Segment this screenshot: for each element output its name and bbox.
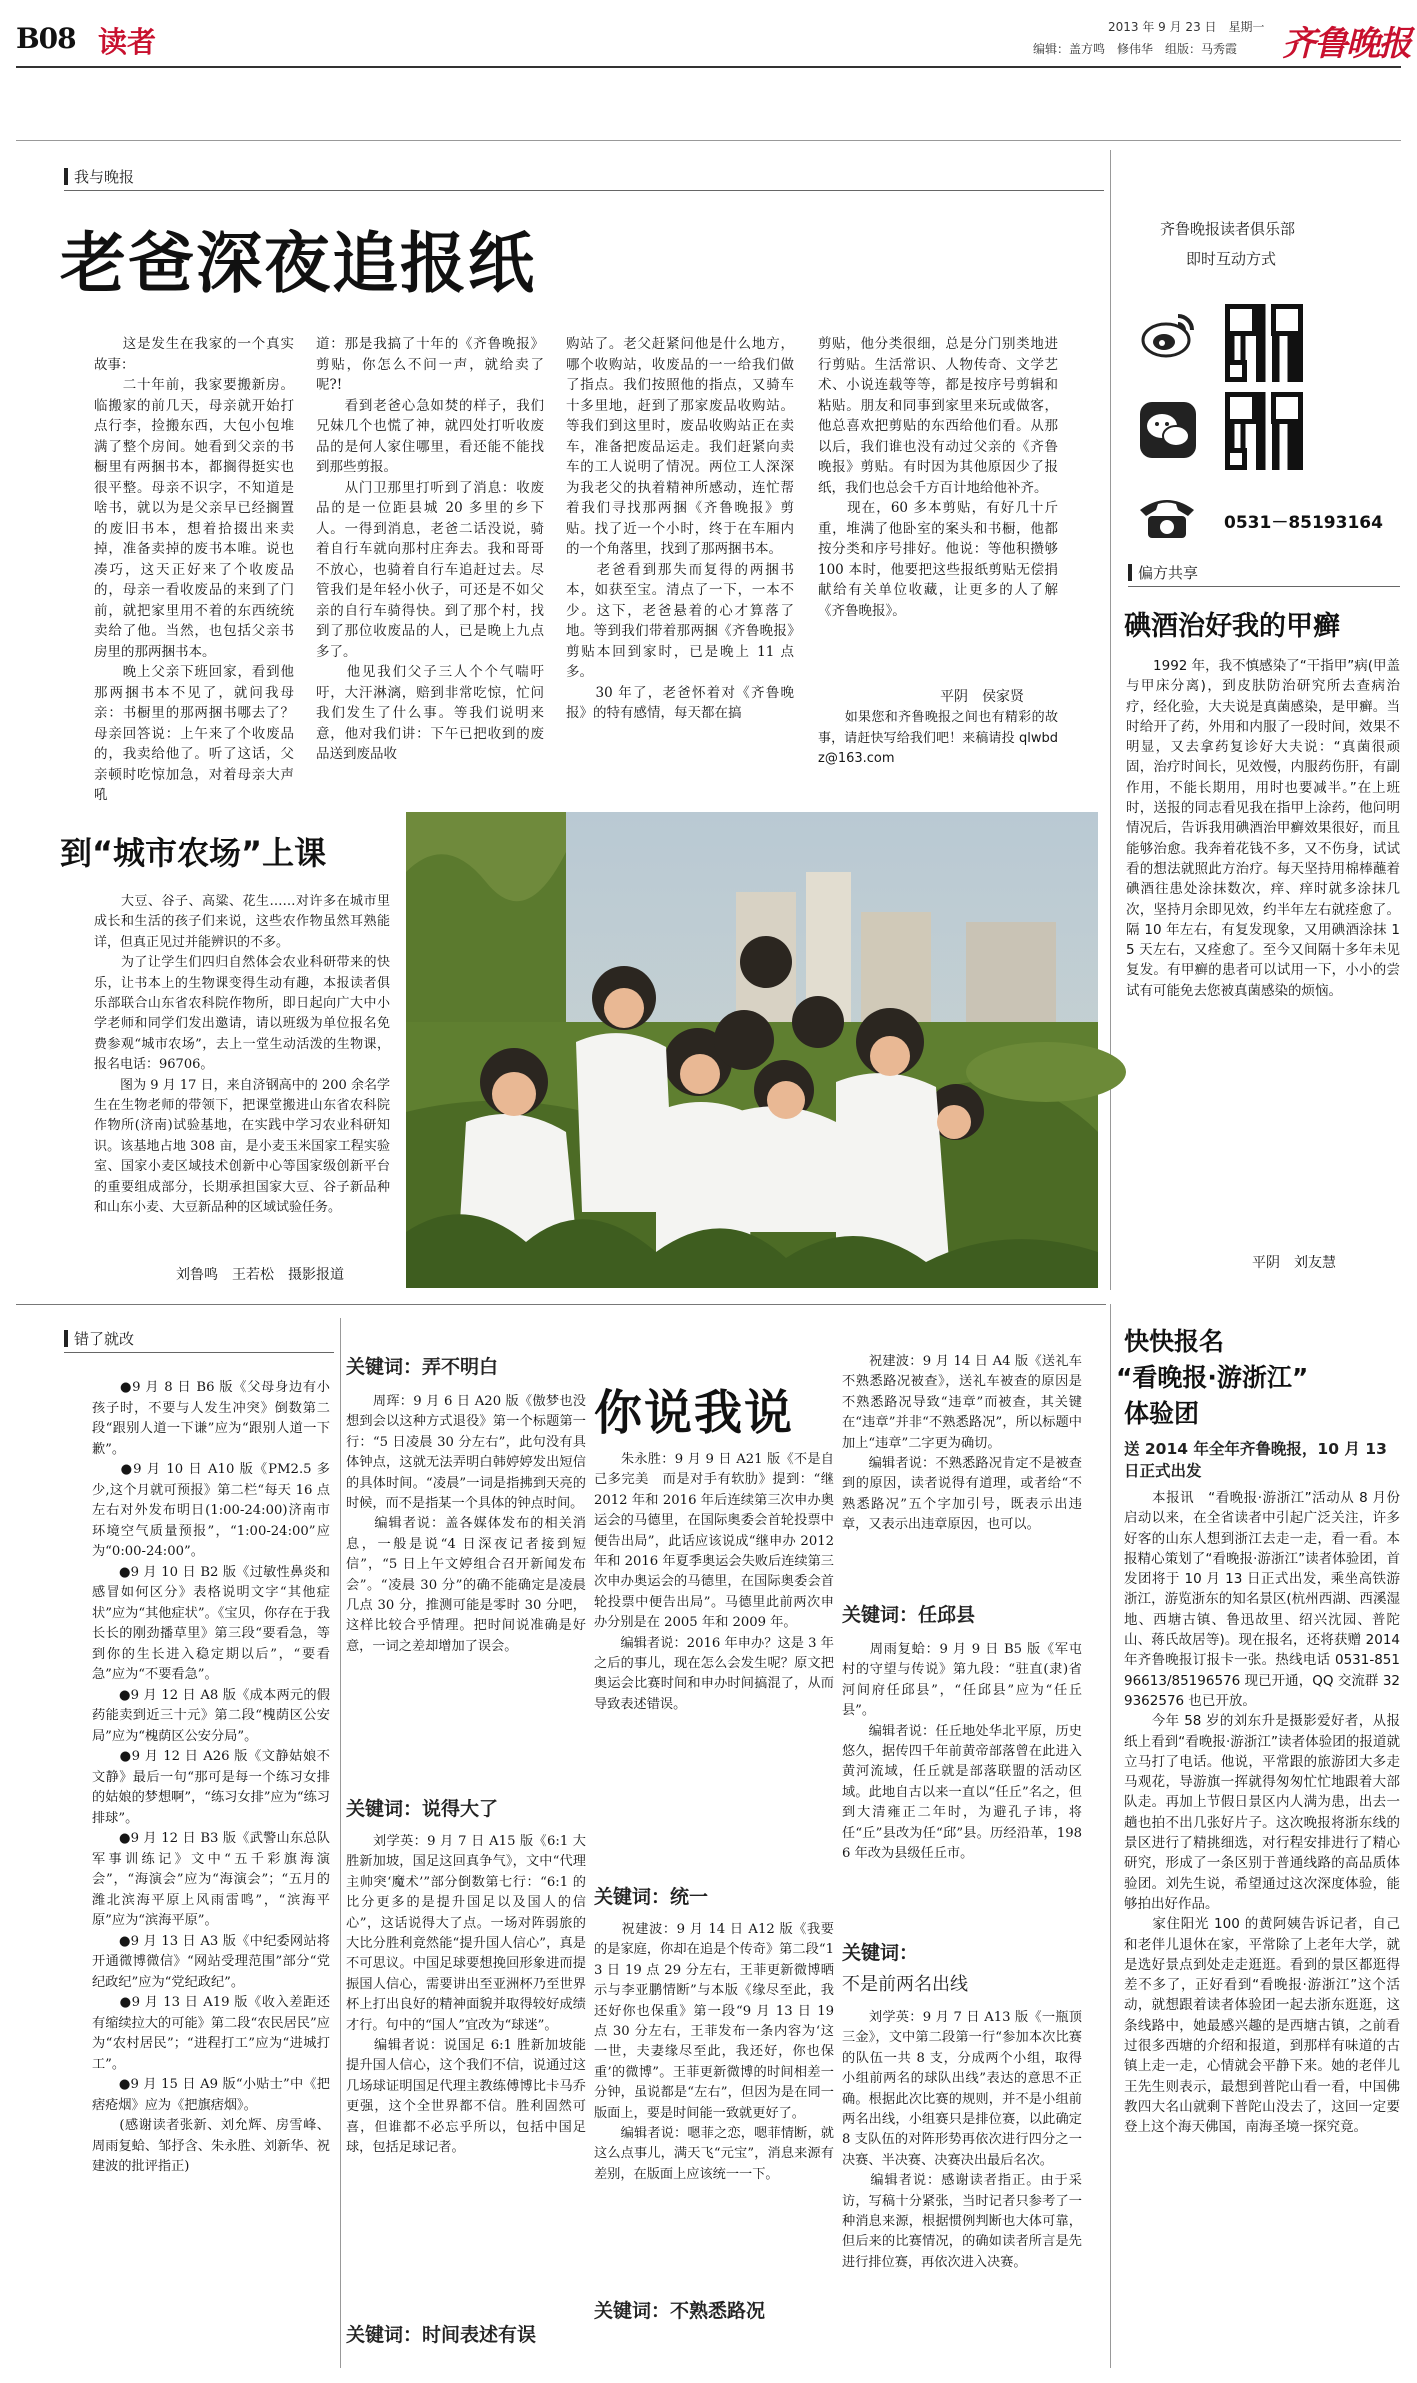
page-number: B08 [16,22,76,55]
remedy-byline: 平阴 刘友慧 [1252,1255,1336,1271]
remedy-body: 1992 年，我不慎感染了“干指甲”病(甲盖与甲床分离)，到皮肤防治研究所去查病治疗，经化验，大夫说是真菌感染，是甲癣。当时给开了药，外用和内服了一段时间，效果不明显，又去拿药复诊好大夫说：“真菌很顽固，治疗时间长，见效慢，内服药伤肝，有副作用，不能长期用，用时也要减半。”在上班时，送报的同志看见我在指甲上涂药，他问明情况后，告诉我用碘酒治甲癣效果很好，而且能够治愈。我奔着花钱不多，又不伤身，试试看的想法就照此方治疗。每天坚持用棉棒蘸着碘酒往患处涂抹数次，痒、痒时就多涂抹几次，坚持月余即见效，约半年左右就痊愈了。隔 10 年左右，有复发现象，又用碘酒涂抹 15 天左右，又痊愈了。至今又间隔十多年未见复发。有甲癣的患者可以试用一下，小小的尝试有可能免去您被真菌感染的烦恼。 [1126,658,1400,999]
section-tab-my-paper: 我与晚报 [64,166,134,187]
farm-photo [406,812,1098,1288]
errata-body: ●9 月 8 日 B6 版《父母身边有小孩子时，不要与人发生冲突》倒数第二段“跟别人道一下谦”应为“跟别人道一下歉”。 ●9 月 10 日 A10 版《PM2.5 多少,这个月就可预报》第二栏“每天 16 点左右对外发布明日(1:00-24:00)济南市环境空气质量预报”，“1:00-24:00”应为“0:00-24:00”。 ●9 月 10 日 B2 版《过敏性鼻炎和感冒如何区分》表格说明文字“其他症状”应为“其他症状”。《宝贝，你存在于我长长的刚劲播草里》第三段“要看急，等到你的生长进入稳定期以后”，“要看急”应为“不要看急”。 ●9 月 12 日 A8 版《成本两元的假药能卖到近三十元》第二段“槐荫区公安局”应为“槐荫区公安分局”。 ●9 月 12 日 A26 版《文静姑娘不文静》最后一句“那可是每一个练习女排的姑娘的梦想啊”，“练习女排”应为“练习排球”。 ●9 月 12 日 B3 版《武警山东总队军事训练记》文中“五千彩旗海演会”，“海演会”应为“海演会”；“五月的潍北滨海平原上风雨雷鸣”，“滨海平原”应为“滨海平原”。 ●9 月 13 日 A3 版《中纪委网站将开通微博微信》“网站受理范围”部分“党纪政纪”应为“党纪政纪”。 ●9 月 13 日 A19 版《收入差距还有缩续拉大的可能》第二段“农民居民”应为“农村居民”；“进程打工”应为“进城打工”。 ●9 月 15 日 A9 版“小贴士”中《把痞疮烟》应为《把旗痞烟》。 (感谢读者张新、刘允辉、房雪峰、周雨复蛤、邹抒含、朱永胜、刘新华、祝建波的批评指正) [92,1380,330,2174]
tellsay-letter-5: 祝建波：9 月 14 日 A4 版《送礼车不熟悉路况被查》，送礼车被查的原因是不熟悉路况导致“违章”而被查，其关键在“违章”并非“不熟悉路况”，所以标题中加上“违章”二字更为确切。 编辑者说：不熟悉路况肯定不是被查到的原因，读者说得有道理，或者给“不熟悉路况”五个字加引号，既表示出违章，又表示出违章原因，也可以。 [842,1354,1082,1533]
keyword-heading-3: 关键词：时间表述有误 [346,2324,537,2346]
keyword-heading-1: 关键词：弄不明白 [346,1356,499,1378]
section-tab-errata: 错了就改 [64,1328,134,1349]
mid-rule [16,1304,1106,1305]
keyword-heading-7: 关键词： [842,1942,919,1964]
section-tab-remedy: 偏方共享 [1128,562,1198,583]
weibo-icon[interactable] [1138,304,1198,364]
header-rule-2 [16,140,1401,141]
tab-rule [64,190,1104,191]
remedy-headline: 碘酒治好我的甲癣 [1124,611,1340,642]
tour-body: 本报讯 “看晚报·游浙江”活动从 8 月份启动以来，在全省读者中引起广泛关注，许多好客的山东人想到浙江去走一走，看一看。本报精心策划了“看晚报·游浙江”读者体验团，首发团将于 10 月 13 日正式出发，乘坐高铁游浙江，游览浙东的知名景区(杭州西湖、西溪湿地、西塘古镇、鲁迅故里、绍兴沈园、普陀山、蒋氏故居等)。现在报名，还将获赠 2014 年齐鲁晚报订报卡一张。热线电话 0531-85196613/85196576 现已开通，QQ 交流群 329362576 也已开放。 今年 58 岁的刘东升是摄影爱好者，从报纸上看到“看晚报·游浙江”读者体验团的报道就立马打了电话。他说，平常跟的旅游团大多走马观花，导游旗一挥就得匆匆忙忙地跟着大部队走。再加上节假日景区内人满为患，出去一趟也拍不出几张好片子。这次晚报将浙东线的景区进行了精挑细选，对行程安排进行了精心研究，形成了一条区别于普通线路的高品质体验团。刘先生说，希望通过这次深度体验，能够拍出好作品。 家住阳光 100 的黄阿姨告诉记者，自己和老伴儿退休在家，平常除了上老年大学，就是选好景点到处走走逛逛。看到的景区都逛得差不多了，正好看到“看晚报·游浙江”这个活动，就想跟着读者体验团一起去浙东逛逛，这条线路中，她最感兴趣的是西塘古镇，之前看过很多西塘的介绍和报道，到那样有味道的古镇上走一走，心情就会平静下来。她的老伴儿王先生则表示，最想到普陀山看一看，中国佛教四大名山就剩下普陀山没去了，这回一定要登上这个海天佛国，南海圣境一探究竟。 [1124,1490,1400,2136]
tellsay-letter-4: 祝建波：9 月 14 日 A12 版《我要的是家庭，你却在追是个传奇》第二段“13 日 19 点 29 分左右，王菲更新微博晒示与李亚鹏情断”与本版《缘尽至此，我还好你也保重》第一段“9 月 13 日 19 点 30 分左右，王菲发布一条内容为‘这一世，夫妻缘尽至此，我还好，你也保重’的微博”。王菲更新微博的时间相差一分钟，虽说都是“左右”，但因为是在同一版面上，要是时间能一致就更好了。 编辑者说：嗯菲之恋，嗯菲情断，就这么点事儿，满天飞“元宝”，消息来源有差别，在版面上应该统一一下。 [594,1922,834,2182]
issue-date: 2013 年 9 月 23 日 星期一 [1108,20,1265,34]
weibo-qr-code[interactable] [1225,304,1303,382]
main-article-byline: 平阴 侯家贤 [940,689,1024,705]
tellsay-letter-5-start [594,2334,834,2376]
section-name: 读者 [98,25,157,59]
tellsay-letter-7: 刘学英：9 月 7 日 A13 版《一瓶顶三金》，文中第二段第一行“参加本次比赛的队伍一共 8 支，分成两个小组，取得小组前两名的球队出线”表达的意思不正确。根据此次比赛的规则，并不是小组前两名出线，小组赛只是排位赛，以此确定 8 支队伍的对阵形势再依次进行四分之一决赛、半决赛、决赛决出最后名次。 编辑者说：感谢读者指正。由于采访，写稿十分紧张，当时记者只参考了一种消息来源，根据惯例判断也大体可靠，但后来的比赛情况，的确如读者所言是先进行排位赛，再依次进入决赛。 [842,2010,1082,2270]
club-subtitle: 即时互动方式 [1186,250,1277,268]
errata-tab-rule [64,1352,334,1353]
tellsay-letter-2: 刘学英：9 月 7 日 A15 版《6:1 大胜新加坡，国足这回真争气》，文中“代理主帅突‘魔术’”部分倒数第七行：“6:1 的比分更多的是提升国足以及国人的信心”，这话说得大了点。一场对阵弱旅的大比分胜利竟然能“提升国人信心”，真是不可思议。中国足球要想挽回形象进而提振国人信心，需要讲出至亚洲杯乃至世界杯上打出良好的精神面貌并取得较好成绩才行。句中的“国人”宜改为“球迷”。 编辑者说：说国足 6:1 胜新加坡能提升国人信心，这个我们不信，说通过这几场球证明国足代理主教练傅博比卡马乔更强，这个全世界都不信。胜利固然可喜，但谁都不必忘乎所以，包括中国足球，包括足球记者。 [346,1834,586,2156]
keyword-heading-2: 关键词：说得大了 [346,1798,499,1820]
main-headline: 老爸深夜追报纸 [60,225,536,302]
keyword-heading-5: 关键词：不熟悉路况 [594,2300,766,2322]
club-phone[interactable]: 0531－85193164 [1224,513,1383,533]
telephone-icon [1136,494,1198,540]
tour-headline-2: “看晚报·游浙江” [1116,1363,1309,1392]
keyword-heading-4: 关键词：统一 [594,1886,709,1908]
header-rule [16,66,1401,68]
tour-headline-1: 快快报名 [1124,1327,1225,1356]
tour-divider [1110,1304,1111,2368]
club-title: 齐鲁晚报读者俱乐部 [1160,220,1296,238]
tellsay-letter-6: 周雨复蛤：9 月 9 日 B5 版《军屯村的守望与传说》第九段：“驻直(隶)省河间府任邱县”，“任邱县”应为“任丘县”。 编辑者说：任丘地处华北平原，历史悠久，据传四千年前黄帝部落曾在此进入黄河流域，任丘就是部落联盟的活动区域。此地自古以来一直以“任丘”名之，但到大清雍正二年时，为避孔子讳，将任“丘”县改为任“邱”县。历经沿革，1986 年改为县级任丘市。 [842,1642,1082,1862]
keyword-heading-6: 关键词：任邱县 [842,1604,976,1626]
wechat-qr-code[interactable] [1225,392,1303,470]
editor-credits: 编辑：盖方鸣 修伟华 组版：马秀霞 [1033,42,1238,56]
tellsay-letter-1: 周珲：9 月 6 日 A20 版《傲梦也没想到会以这种方式退役》第一个标题第一行：“5 日凌晨 30 分左右”，此句没有具体钟点，这就无法弄明白韩婷婷发出短信的具体时间。“凌晨”一词是指拂到天亮的时候，而不是指某一个具体的钟点时间。 编辑者说：盖各媒体发布的相关消息，一般是说“4 日深夜记者接到短信”，“5 日上午文婷组合召开新闻发布会”。“凌晨 30 分”的确不能确定是凌晨几点 30 分，推测可能是零时 30 分吧，这样比较合乎情理。把时间说准确是好意，一词之差却增加了误会。 [346,1394,586,1654]
farm-body: 大豆、谷子、高粱、花生……对许多在城市里成长和生活的孩子们来说，这些农作物虽然耳熟能详，但真正见过并能辨识的不多。 为了让学生们四归自然体会农业科研带来的快乐，让书本上的生物课变得生动有趣，本报读者俱乐部联合山东省农科院作物所，即日起向广大中小学老师和同学们发出邀请，请以班级为单位报名免费参观“城市农场”，去上一堂生动活泼的生物课，报名电话：96706。 图为 9 月 17 日，来自济钢高中的 200 余名学生在生物老师的带领下，把课堂搬进山东省农科院作物所(济南)试验基地，在实践中学习农业科研知识。该基地占地 308 亩，是小麦玉米国家工程实验室、国家小麦区域技术创新中心等国家级创新平台的重要组成部分，长期承担国家大豆、谷子新品种和山东小麦、大豆新品种的区域试验任务。 [94,894,390,1216]
column-divider [1110,150,1111,1290]
tellsay-headline: 你说我说 [594,1385,795,1441]
main-article-col-1: 这是发生在我家的一个真实故事： 二十年前，我家要搬新房。临搬家的前几天，母亲就开始打点行李，捡搬东西，大包小包堆满了整个房间。她看到父亲的书橱里有两捆书本，都搁得挺实也很平整。母亲不识字，不知道是啥书，就以为是父亲早已经搁置的废旧书本，想着拾掇出来卖掉，准备卖掉的废书本唯。说也凑巧，这天正好来了个收废品的，母亲一看收废品的来到了门前，就把家里用不着的东西统统卖给了他。当然，也包括父亲书房里的那两捆书本。 晚上父亲下班回家，看到他那两捆书本不见了，就问我母亲：书橱里的那两捆书哪去了？母亲回答说：上午来了个收废品的，我卖给他了。听了这话，父亲顿时吃惊加急，对着母亲大声吼 [94,336,294,803]
keyword-subheading-7: 不是前两名出线 [842,1974,968,1995]
page-header [0,0,1417,66]
tour-subtitle: 送 2014 年全年齐鲁晚报，10 月 13 日正式出发 [1124,1440,1387,1480]
main-article-col-3: 购站了。老父赶紧问他是什么地方，哪个收购站，收废品的一一给我们做了指点。我们按照他的指点，又骑车十多里地，赶到了那家废品收购站。等我们到这里时，废品收购站正在卖车，准备把废品运走。我们赶紧向卖车的工人说明了情况。两位工人深深为我老父的执着精神所感动，连忙帮着我们寻找那两捆《齐鲁晚报》剪贴。找了近一个小时，终于在车厢内的一个角落里，找到了那两捆书本。 老爸看到那失而复得的两捆书本，如获至宝。清点了一下，一本不少。这下，老爸悬着的心才算落了地。等到我们带着那两捆《齐鲁晚报》剪贴本回到家时，已是晚上 11 点多。 30 年了，老爸怀着对《齐鲁晚报》的特有感情，每天都在搞 [566,336,794,721]
main-article-col-2: 道：那是我搞了十年的《齐鲁晚报》剪贴，你怎么不问一声，就给卖了呢?! 看到老爸心急如焚的样子，我们兄妹几个也慌了神，就四处打听收废品的是何人家住哪里，看还能不能找到那些剪报。 从门卫那里打听到了消息：收废品的是一位距县城 20 多里的乡下人。一得到消息，老爸二话没说，骑着自行车就向那村庄奔去。我和哥哥不放心，也骑着自行车追赶过去。尽管我们是年轻小伙子，可还是不如父亲的自行车骑得快。到了那个村，找到了那位收废品的人，已是晚上九点多了。 他见我们父子三人个个气喘吁吁，大汗淋漓，赔到非常吃惊，忙问我们发生了什么事。等我们说明来意，他对我们讲：下午已把收到的废品送到废品收 [316,336,544,762]
errata-divider [340,1318,341,2368]
farm-headline: 到“城市农场”上课 [60,834,327,872]
main-article-col-4: 剪贴，他分类很细，总是分门别类地进行剪贴。生活常识、人物传奇、文学艺术、小说连载等等，都是按序号剪辑和粘贴。朋友和同事到家里来玩或做客，他总喜欢把剪贴的东西给他们看。从那以后，我们谁也没有动过父亲的《齐鲁晚报》剪贴。有时因为其他原因少了报纸，我们也总会千方百计地给他补齐。 现在，60 多本剪贴，有好几十斤重，堆满了他卧室的案头和书橱，他都按分类和序号排好。他说：等他积攒够 100 本时，他要把这些报纸剪贴无偿捐献给有关单位收藏，让更多的人了解《齐鲁晚报》。 [818,336,1058,619]
farm-byline: 刘鲁鸣 王若松 摄影报道 [176,1267,344,1283]
contact-note: 如果您和齐鲁晚报之间也有精彩的故事，请赶快写给我们吧！来稿请投 qlwbdz@163.com [818,710,1058,766]
remedy-tab-rule [1128,586,1400,587]
tour-headline-3: 体验团 [1124,1399,1200,1428]
wechat-icon[interactable] [1138,400,1198,460]
tellsay-letter-3: 朱永胜：9 月 9 日 A21 版《不是自己多完美 而是对手有软肋》提到：“继 2012 年和 2016 年后连续第三次申办奥运会的马德里，在国际奥委会首轮投票中便告出局”，此话应该说成“继申办 2012 年和 2016 年夏季奥运会失败后连续第三次申办奥运会的马德里，在国际奥委会首轮投票中便告出局”。马德里此前两次申办分别是在 2005 年和 2009 年。 编辑者说：2016 年申办？这是 3 年之后的事儿，现在怎么会发生呢？原文把奥运会比赛时间和申办时间搞混了，从而导致表述错误。 [594,1452,834,1712]
brand-logo: 齐鲁晚报 [1282,24,1410,64]
